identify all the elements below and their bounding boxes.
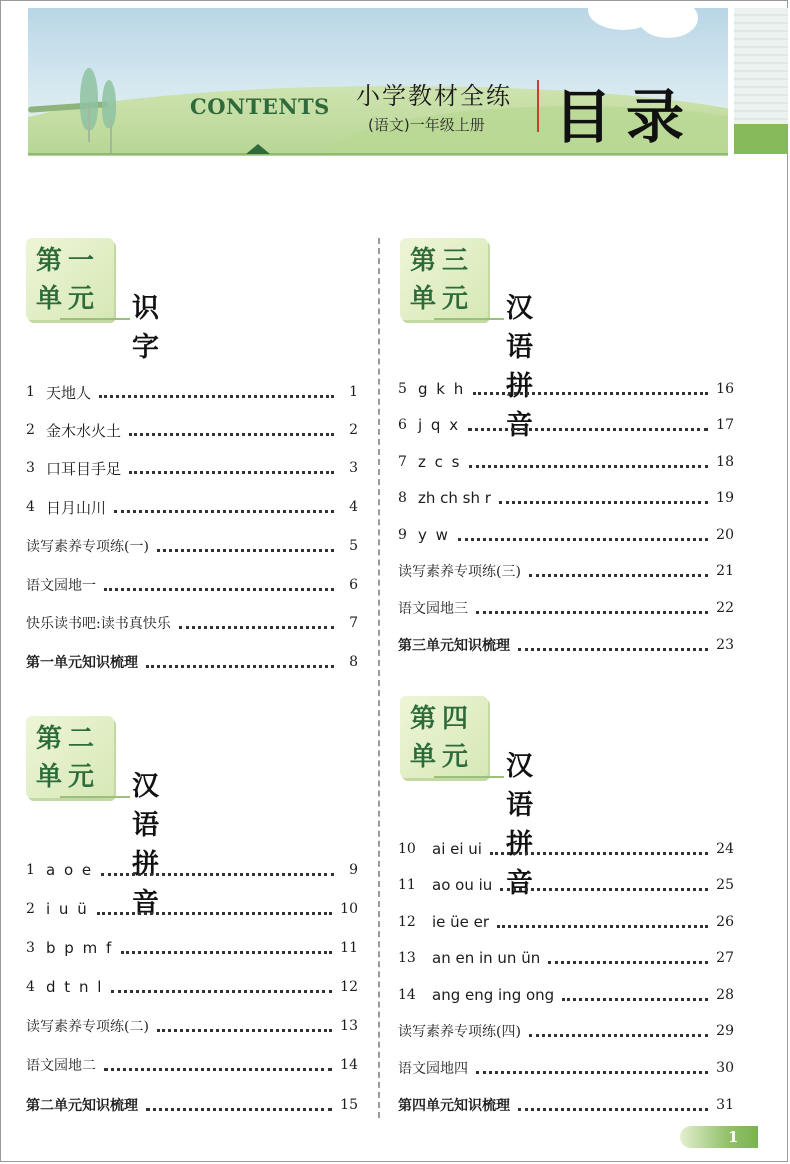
- contents-heading: CONTENTS: [190, 94, 330, 119]
- toc-entry[interactable]: 第三单元知识梳理 23: [398, 637, 734, 654]
- book-subtitle: (语文)一年级上册: [368, 116, 485, 134]
- toc-entry[interactable]: 语文园地一 6: [26, 577, 358, 594]
- unit-badge-text: 第二 单元: [36, 724, 101, 792]
- toc-entry[interactable]: 7 z c s 18: [398, 453, 734, 471]
- page-number: 1: [728, 1128, 739, 1146]
- toc-entry[interactable]: 语文园地二 14: [26, 1057, 358, 1074]
- toc-entry[interactable]: 11 ao ou iu 25: [398, 876, 734, 894]
- toc-entry[interactable]: 4 d t n l 12: [26, 978, 358, 996]
- cloud-icon: [638, 8, 698, 38]
- side-strip: [734, 8, 788, 154]
- unit-title: 汉语拼音: [506, 751, 534, 899]
- toc-entry[interactable]: 第一单元知识梳理 8: [26, 654, 358, 671]
- arrow-up-icon: [246, 144, 270, 154]
- toc-entry[interactable]: 读写素养专项练(三) 21: [398, 563, 734, 580]
- toc-entry[interactable]: 读写素养专项练(一) 5: [26, 538, 358, 555]
- unit-title: 识字: [132, 293, 160, 363]
- toc-entry[interactable]: 13 an en in un ün 27: [398, 949, 734, 967]
- toc-entry[interactable]: 读写素养专项练(二) 13: [26, 1018, 358, 1035]
- toc-entry[interactable]: 语文园地四 30: [398, 1060, 734, 1077]
- toc-entry[interactable]: 3 口耳目手足 3: [26, 459, 358, 478]
- toc-entry[interactable]: 语文园地三 22: [398, 600, 734, 617]
- unit-title: 汉语拼音: [132, 771, 160, 919]
- toc-entry[interactable]: 第二单元知识梳理 15: [26, 1097, 358, 1114]
- unit-title: 汉语拼音: [506, 293, 534, 441]
- page-number-tab: [680, 1126, 758, 1148]
- title-divider: [537, 80, 539, 132]
- page-title: 目录: [554, 83, 699, 151]
- toc-entry[interactable]: 2 金木水火土 2: [26, 421, 358, 440]
- toc-entry[interactable]: 8 zh ch sh r 19: [398, 489, 734, 507]
- toc-entry[interactable]: 10 ai ei ui 24: [398, 840, 734, 858]
- toc-entry[interactable]: 14 ang eng ing ong 28: [398, 986, 734, 1004]
- column-divider: [378, 238, 380, 1118]
- unit-badge-text: 第四 单元: [410, 704, 475, 772]
- tree-icon: [102, 80, 116, 128]
- unit-badge-text: 第三 单元: [410, 246, 475, 314]
- tree-icon: [80, 68, 98, 130]
- toc-entry[interactable]: 读写素养专项练(四) 29: [398, 1023, 734, 1040]
- toc-entry[interactable]: 12 ie üe er 26: [398, 913, 734, 931]
- series-title: 小学教材全练: [356, 82, 512, 110]
- toc-entry[interactable]: 第四单元知识梳理 31: [398, 1097, 734, 1114]
- toc-entry[interactable]: 9 y w 20: [398, 526, 734, 544]
- toc-entry[interactable]: 6 j q x 17: [398, 416, 734, 434]
- toc-entry[interactable]: 快乐读书吧:读书真快乐 7: [26, 615, 358, 632]
- toc-entry[interactable]: 3 b p m f 11: [26, 939, 358, 957]
- toc-entry[interactable]: 1 天地人 1: [26, 383, 358, 402]
- toc-entry[interactable]: 2 i u ü 10: [26, 900, 358, 918]
- toc-entry[interactable]: 1 a o e 9: [26, 861, 358, 879]
- toc-entry[interactable]: 4 日月山川 4: [26, 498, 358, 517]
- toc-entry[interactable]: 5 g k h 16: [398, 380, 734, 398]
- unit-badge-text: 第一 单元: [36, 246, 101, 314]
